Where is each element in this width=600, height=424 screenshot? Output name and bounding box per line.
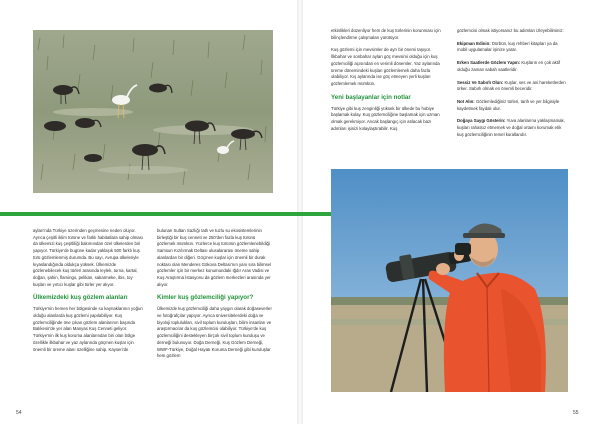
page-number-right: 55 <box>573 410 579 416</box>
tip-text: Dürbün, kuş rehberi kitapları ya da mobil uygulamalar işinize yarar. <box>457 40 558 53</box>
paragraph: Kuş gözlemi için mevsimler de ayrı bir önemi taşıyor. İlkbahar ve sonbahar ayları göç mevsimi olduğu için kuş gözlemciliği açısından en verimli dönemler. Yaz aylarında üreme dönemindeki kuşları gözlemlemek daha fazla olabiliyor. Kış aylarında ise göç etmeyen yerli kuşları gözlemlemek mümkün. <box>331 47 440 86</box>
wading-birds-photo <box>33 30 273 193</box>
right-page-column-1 <box>331 28 443 138</box>
tip-term: Sessiz Ve Sabırlı Olun: <box>457 79 504 85</box>
tip-term: Not Alın: <box>457 98 475 104</box>
tip-term: Doğaya Saygı Gösterin: <box>457 118 506 124</box>
left-page-column-1 <box>33 228 143 359</box>
tip-term: Ekipman Edinin: <box>457 40 491 46</box>
section-heading: Kimler kuş gözlemciliği yapıyor? <box>157 294 254 302</box>
paragraph: Türkiye gibi kuş zenginliği yüksek bir ülkede bu hobiye başlamak kolay. Kuş gözlemciliğine başlamak için uzman olmak gerekmiyor. Ancak başlangıç için atılacak bazı adımları işinizi kolaylaştırabilir. Kuş <box>331 105 440 131</box>
birdwatcher-photo <box>331 169 568 392</box>
paragraph: gözlemcisi olmak istiyorsanız bu adımları izleyebilirsiniz: <box>457 28 564 33</box>
tip-item <box>457 99 568 112</box>
tip-item <box>457 41 568 54</box>
tip-text: Yuva alanlarına yaklaşmamak, kuşları rahatsız etmemek ve doğal ortamı korumak etik kuş gözlemciliğinin temel kurallarıdır. <box>457 118 565 137</box>
paragraph: Türkiye'nin hemen her bölgesinde su kaynaklarının yoğun olduğu alanlarda kuş gözlemi yapılabiliyor. Kuş gözlemciliğinde öne çıkan gözlem alanlarının başında Balıkesir'de yer alan Manyas Kuş Cenneti geliyor. Türkiye'nin ilk kuş koruma alanlarından biri olan bölge özellikle ilkbahar ve yaz aylarında göçmen kuşlar için önemli bir üreme alanı özelliğine sahip. Kayseri'de <box>33 306 143 352</box>
tip-item <box>457 80 568 93</box>
page-number-left: 54 <box>16 410 22 416</box>
tip-item <box>457 60 568 73</box>
green-accent-bar <box>0 212 343 216</box>
tip-text: Kuşlar, ses ve ani hareketlerden ürker. Sabırlı olmak en önemli beceridir. <box>457 79 566 92</box>
section-heading: Yeni başlayanlar için notlar <box>331 93 411 101</box>
tip-text: Gözlemlediğiniz türleri, tarih ve yer bilgisiyle kaydetmek faydalı olur. <box>457 98 560 111</box>
tip-text: Kuşların en çok aktif olduğu zaman sabah saatleridir. <box>457 60 561 72</box>
paragraph: Ülkemizde kuş gözlemciliği daha yaygın olarak doğaseverler ve fotoğrafçılar yapıyor. Ayrıca üniversitelerdeki doğa ve biyoloji toplulukları, sivil toplum kuruluşları, bilim insanları ve araştırmacılar da kuş gözlemcisi olabiliyor. Türkiye'de kuş gözlemciliğini destekleyen birçok sivil toplum kuruluşu ve derneği bulunuyor. Doğa Derneği, Kuş Gözlem Derneği, WWF-Türkiye, Doğal Hayatı Koruma Derneği gibi kuruluşlar hem gözlem <box>157 306 272 359</box>
paragraph: etkinlikleri düzenliyor hem de kuş türlerinin korunması için bilinçlendirme çalışmaları yürütüyor. <box>331 28 441 40</box>
section-heading: Ülkemizdeki kuş gözlem alanları <box>33 294 128 302</box>
right-page-column-2 <box>457 28 568 144</box>
paragraph: ayları'nda Türkiye üzerinden geçmesine neden oluyor. Ayrıca çeşitli iklim türüne ve farklı habitatlara sahip olması da ülkemizi kuş çeşitliliği bakımından özel ülkelerden biri yapıyor. Türkiye'de bugüne kadar yaklaşık 500 farklı kuş türü gözlemlenmiş durumda. Bu sayı, Avrupa ülkeleriyle kıyaslandığında oldukça yüksek. Ülkemizde gözlenebilecek kuş türleri arasında leylek, turna, kartal, doğan, şahin, flamingo, pelikan, sakarmeke, ibis, toy kuşları ve yırtıcı kuşlar gibi türler yer alıyor. <box>33 228 144 287</box>
tip-item <box>457 118 568 138</box>
left-page-column-2 <box>157 228 272 366</box>
tip-term: Erken Saatlerde Gözlem Yapın: <box>457 60 521 66</box>
paragraph: bulunan Sultan Sazlığı tatlı ve tuzlu su ekosistemlerinin birleştiği bir kuş cenneti ve 250'den fazla kuş türünü gözlemek mümkün. Yüzlerce kuş türünün gözlemlenebildiği Samsun Kızılırmak Deltası ulusalararası öneme sahip alanlardan bir diğeri. Göçmen kuşlar için önemli bir durak noktası olan Menderes Gökova Deltası'nın yanı sıra bilimsel gözlemler için bir merkez konumundaki Iğdır Aras Vadisi ve Kuş Araştırma İstasyonu da gözlem merkezleri arasında yer alıyor. <box>157 228 272 287</box>
